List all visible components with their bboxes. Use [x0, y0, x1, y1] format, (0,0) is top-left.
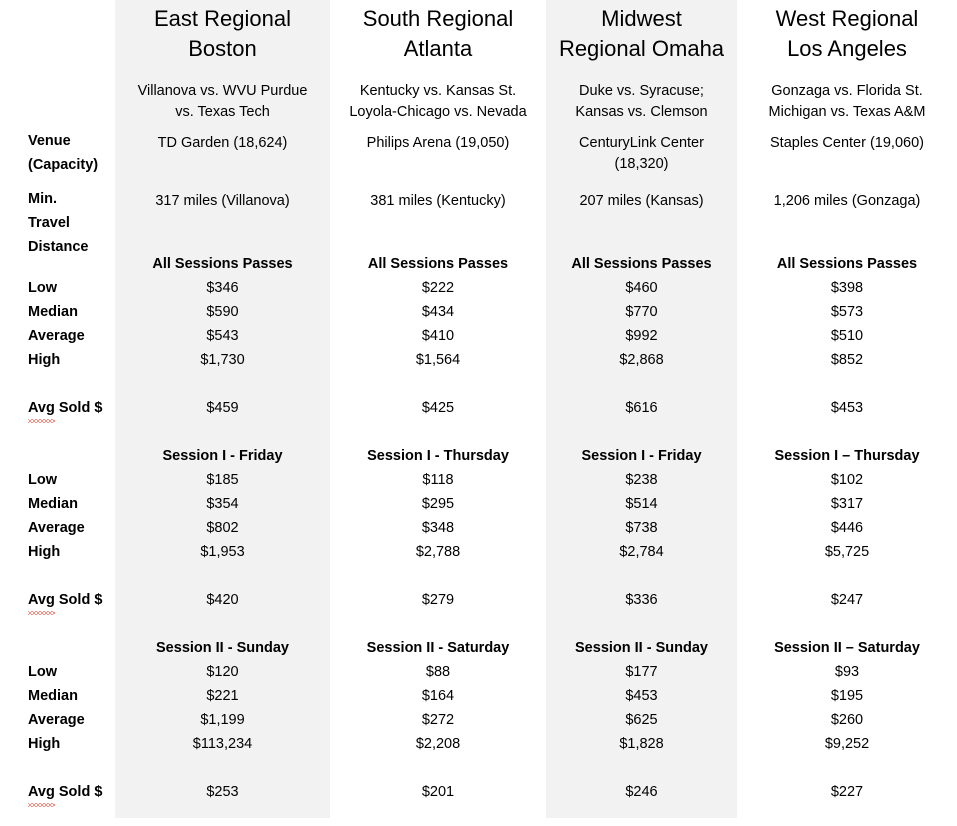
matchups-south: [330, 70, 546, 123]
region-title-midwest-line2: Regional Omaha: [558, 36, 725, 61]
average-midwest-2: $625: [625, 712, 658, 728]
median-midwest-2: $453: [625, 688, 658, 704]
avg-sold-midwest-1: $336: [625, 592, 658, 608]
median-south-1: $295: [421, 496, 455, 512]
gap-east-1: [115, 612, 330, 636]
average-east-2: $1,199: [200, 712, 245, 728]
venue-midwest: [546, 123, 737, 181]
spacer-south-1: [330, 564, 546, 588]
venue-west-line1: Staples Center (19,060): [770, 135, 924, 151]
row-label-venue-line1: Venue: [28, 133, 71, 149]
low-east-0: $346: [206, 280, 239, 296]
high-midwest-2: $1,828: [619, 736, 664, 752]
gap-south-1: [330, 612, 546, 636]
row-label-average-2: Average: [28, 712, 85, 728]
section-header-midwest-1: Session I - Friday: [581, 448, 702, 464]
row-label-travel-line1: Min.: [28, 191, 57, 207]
matchups-south-line1: Kentucky vs. Kansas St.: [359, 83, 517, 99]
travel-distance-east: 317 miles (Villanova): [155, 193, 290, 209]
row-label-avg-sold-2: [0, 780, 115, 804]
venue-midwest-line1: CenturyLink Center: [579, 135, 704, 151]
matchups-midwest-line2: Kansas vs. Clemson: [575, 104, 708, 120]
section-header-east-0: All Sessions Passes: [152, 256, 293, 272]
gap-west-0: [737, 420, 957, 444]
gap-label-1: [0, 612, 115, 636]
row-label-median-0: Median: [28, 304, 78, 320]
avg-sold-west-1: $247: [830, 592, 864, 608]
high-east-0: $1,730: [200, 352, 245, 368]
region-title-midwest: [546, 0, 737, 70]
spacer-east-0: [115, 372, 330, 396]
gap-midwest-0: [546, 420, 737, 444]
section-header-midwest-0: All Sessions Passes: [571, 256, 712, 272]
average-south-1: $348: [421, 520, 455, 536]
venue-east: [115, 123, 330, 181]
venue-midwest-line2: (18,320): [614, 156, 669, 172]
spacer-midwest-2: [546, 756, 737, 780]
row-label-high-2: High: [28, 736, 61, 752]
matchups-east-line2: vs. Texas Tech: [175, 104, 270, 120]
row-label-travel-distance: [0, 181, 115, 255]
section-header-east-2: Session II - Sunday: [156, 640, 289, 656]
section-1-header-label-blank: [0, 444, 115, 468]
gap-west-1: [737, 612, 957, 636]
region-title-midwest-line1: Midwest: [601, 6, 682, 31]
high-east-2: $113,234: [192, 736, 253, 752]
avg-sold-south-2: $201: [421, 784, 455, 800]
spacer-east-1: [115, 564, 330, 588]
low-east-2: $120: [206, 664, 239, 680]
average-midwest-1: $738: [625, 520, 658, 536]
average-west-0: $510: [830, 328, 864, 344]
section-header-west-1: Session I – Thursday: [774, 448, 920, 464]
matchups-west-line1: Gonzaga vs. Florida St.: [771, 83, 923, 99]
avg-sold-south-0: $425: [421, 400, 455, 416]
row-label-low-2: Low: [28, 664, 57, 680]
median-east-2: $221: [206, 688, 239, 704]
average-west-1: $446: [830, 520, 864, 536]
spacer-label-2: [0, 756, 115, 780]
travel-distance-south: 381 miles (Kentucky): [370, 193, 506, 209]
low-west-1: $102: [830, 472, 864, 488]
median-midwest-0: $770: [625, 304, 658, 320]
row-label-avg-sold-1: [0, 588, 115, 612]
avg-sold-east-2: $253: [206, 784, 239, 800]
average-south-2: $272: [421, 712, 455, 728]
region-title-west-line2: Los Angeles: [787, 36, 907, 61]
matchups-west-line2: Michigan vs. Texas A&M: [768, 104, 926, 120]
spacer-label-0: [0, 372, 115, 396]
section-header-south-0: All Sessions Passes: [367, 256, 509, 272]
row-label-median-1: Median: [28, 496, 78, 512]
venue-east-line1: TD Garden (18,624): [157, 135, 288, 151]
high-west-1: $5,725: [824, 544, 870, 560]
matchups-east: [115, 70, 330, 123]
region-title-east-line1: East Regional: [154, 6, 291, 31]
matchups-midwest: [546, 70, 737, 123]
region-title-south: [330, 0, 546, 70]
section-header-south-2: Session II - Saturday: [366, 640, 510, 656]
low-midwest-0: $460: [625, 280, 658, 296]
spacer-south-0: [330, 372, 546, 396]
avg-sold-west-0: $453: [830, 400, 864, 416]
spacer-west-2: [737, 756, 957, 780]
average-east-0: $543: [206, 328, 239, 344]
gap-east-0: [115, 420, 330, 444]
section-header-west-2: Session II – Saturday: [774, 640, 920, 656]
row-label-travel-line2: Travel: [28, 215, 70, 231]
median-midwest-1: $514: [625, 496, 658, 512]
average-west-2: $260: [830, 712, 864, 728]
median-west-1: $317: [830, 496, 864, 512]
region-title-west: [737, 0, 957, 70]
row-label-venue-line2: (Capacity): [28, 157, 99, 173]
section-header-midwest-2: Session II - Sunday: [575, 640, 708, 656]
high-east-1: $1,953: [200, 544, 245, 560]
region-title-south-line2: Atlanta: [403, 36, 473, 61]
median-west-2: $195: [830, 688, 864, 704]
row-label-low-0: Low: [28, 280, 57, 296]
high-midwest-1: $2,784: [619, 544, 664, 560]
low-west-2: $93: [834, 664, 860, 680]
average-south-0: $410: [421, 328, 455, 344]
low-midwest-2: $177: [625, 664, 658, 680]
section-2-header-label-blank: [0, 636, 115, 660]
row-label-avg-sold-0: [0, 396, 115, 420]
gap-midwest-1: [546, 612, 737, 636]
low-west-0: $398: [830, 280, 864, 296]
matchups-west: [737, 70, 957, 123]
low-east-1: $185: [206, 472, 239, 488]
spacer-west-0: [737, 372, 957, 396]
spacer-east-2: [115, 756, 330, 780]
section-0-header-label-blank: [0, 252, 115, 276]
region-title-west-line1: West Regional: [775, 6, 919, 31]
median-west-0: $573: [830, 304, 864, 320]
median-south-2: $164: [421, 688, 455, 704]
spellcheck-underline-avg-1: Avg: [28, 588, 55, 612]
low-south-1: $118: [422, 472, 454, 488]
travel-distance-west: 1,206 miles (Gonzaga): [773, 193, 921, 209]
low-south-2: $88: [425, 664, 451, 680]
region-title-east: [115, 0, 330, 70]
median-south-0: $434: [421, 304, 455, 320]
high-south-1: $2,788: [415, 544, 461, 560]
venue-west: [737, 123, 957, 181]
travel-distance-midwest: 207 miles (Kansas): [579, 193, 704, 209]
high-midwest-0: $2,868: [619, 352, 664, 368]
spacer-west-1: [737, 564, 957, 588]
spellcheck-underline-avg-0: Avg: [28, 396, 55, 420]
spacer-label-1: [0, 564, 115, 588]
avg-sold-west-2: $227: [830, 784, 864, 800]
spellcheck-underline-avg-2: Avg: [28, 780, 55, 804]
gap-south-0: [330, 420, 546, 444]
high-south-0: $1,564: [415, 352, 461, 368]
avg-sold-south-1: $279: [421, 592, 455, 608]
spacer-midwest-0: [546, 372, 737, 396]
avg-sold-east-1: $420: [206, 592, 239, 608]
matchups-midwest-line1: Duke vs. Syracuse;: [579, 83, 704, 99]
matchups-row-label-blank: [0, 70, 115, 123]
row-label-avg-sold-rest-0: Sold $: [54, 400, 103, 416]
gap-label-0: [0, 420, 115, 444]
low-south-0: $222: [421, 280, 455, 296]
row-label-venue: [0, 123, 115, 181]
row-label-low-1: Low: [28, 472, 57, 488]
matchups-south-line2: Loyola-Chicago vs. Nevada: [349, 104, 527, 120]
high-west-2: $9,252: [824, 736, 870, 752]
spacer-midwest-1: [546, 564, 737, 588]
median-east-0: $590: [206, 304, 239, 320]
corner-blank: [0, 0, 115, 70]
row-label-travel-line3: Distance: [28, 239, 89, 255]
low-midwest-1: $238: [625, 472, 658, 488]
avg-sold-midwest-2: $246: [625, 784, 658, 800]
region-title-east-line2: Boston: [188, 36, 257, 61]
row-label-average-0: Average: [28, 328, 85, 344]
row-label-avg-sold-rest-2: Sold $: [54, 784, 103, 800]
avg-sold-midwest-0: $616: [625, 400, 658, 416]
section-header-east-1: Session I - Friday: [162, 448, 283, 464]
row-label-avg-sold-rest-1: Sold $: [54, 592, 103, 608]
high-south-2: $2,208: [415, 736, 461, 752]
median-east-1: $354: [206, 496, 239, 512]
section-header-west-0: All Sessions Passes: [776, 256, 918, 272]
region-title-south-line1: South Regional: [362, 6, 514, 31]
spacer-south-2: [330, 756, 546, 780]
section-header-south-1: Session I - Thursday: [367, 448, 509, 464]
average-midwest-0: $992: [625, 328, 658, 344]
venue-south: [330, 123, 546, 181]
matchups-east-line1: Villanova vs. WVU Purdue: [137, 83, 308, 99]
venue-south-line1: Philips Arena (19,050): [366, 135, 510, 151]
row-label-high-1: High: [28, 544, 61, 560]
row-label-median-2: Median: [28, 688, 78, 704]
average-east-1: $802: [206, 520, 239, 536]
row-label-average-1: Average: [28, 520, 85, 536]
avg-sold-east-0: $459: [206, 400, 239, 416]
high-west-0: $852: [830, 352, 864, 368]
row-label-high-0: High: [28, 352, 61, 368]
